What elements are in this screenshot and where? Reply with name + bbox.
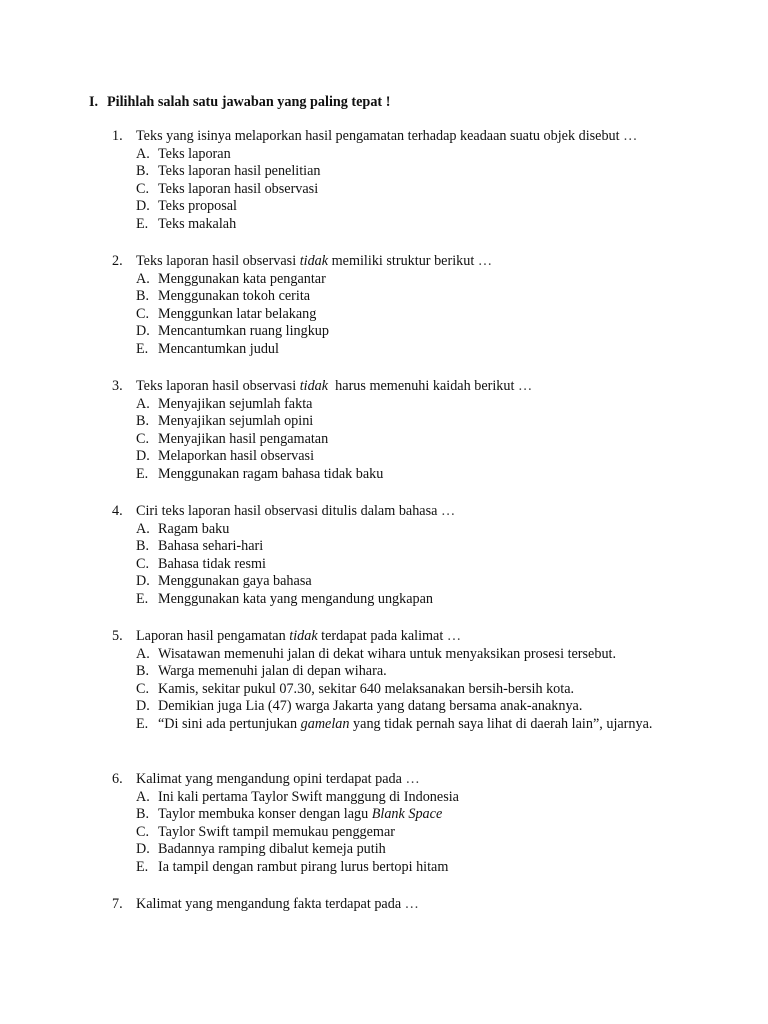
option-c [112,431,752,449]
option-text: Badannya ramping dibalut kemeja putih [158,841,386,858]
question-number: 5. [112,628,123,644]
option-a [112,646,752,664]
option-b [112,538,752,556]
option-text: Menyajikan sejumlah opini [158,413,314,430]
option-a [112,521,752,539]
option-letter: D. [136,573,150,590]
option-letter: D. [136,841,150,858]
question-text [136,378,532,396]
option-text: Taylor Swift tampil memukau penggemar [158,823,395,840]
question-number: 1. [112,128,123,144]
question-number: 4. [112,503,123,519]
question-number: 3. [112,378,123,394]
option-b [112,806,752,824]
option-c [112,681,752,699]
question-stem [112,378,752,396]
option-letter: C. [136,430,150,447]
option-d [112,323,752,341]
option-text: Menggunkan latar belakang [158,305,317,322]
stem-ellipsis: … [401,896,419,912]
option-letter: D. [136,448,150,465]
option-letter: D. [136,198,150,215]
option-letter: D. [136,698,150,715]
option-text-part: yang tidak pernah saya lihat di daerah lain”, ujarnya. [349,715,653,732]
option-text: Teks laporan [158,145,231,162]
stem-ellipsis: … [619,128,638,144]
question-1 [112,128,752,234]
option-letter: E. [136,340,149,357]
option-letter: C. [136,555,150,572]
option-letter: A. [136,270,150,287]
option-a [112,789,752,807]
option-letter: A. [136,520,150,537]
option-letter: C. [136,680,150,697]
question-stem [112,128,752,146]
option-text: Menggunakan tokoh cerita [158,288,311,305]
option-b [112,163,752,181]
option-c [112,306,752,324]
question-stem [112,896,752,914]
option-b [112,288,752,306]
option-letter: E. [136,215,149,232]
stem-emphasis: tidak [299,378,329,394]
section-number: I. [89,94,99,110]
option-text: Teks makalah [158,215,237,232]
question-7 [112,896,752,914]
option-text: Demikian juga Lia (47) warga Jakarta yang datang bersama anak-anaknya. [158,698,583,715]
option-letter: E. [136,715,149,732]
option-e [112,591,752,609]
option-letter: A. [136,788,150,805]
stem-text: Teks laporan hasil observasi [136,378,300,394]
option-letter: B. [136,538,150,555]
question-text [136,771,420,789]
stem-emphasis: tidak [299,253,329,269]
stem-ellipsis: … [401,771,420,787]
answer-options [112,646,752,734]
option-text: Mencantumkan ruang lingkup [158,323,329,340]
option-letter: E. [136,590,149,607]
option-text: Warga memenuhi jalan di depan wihara. [158,663,387,680]
option-letter: A. [136,145,150,162]
option-e [112,216,752,234]
option-letter: B. [136,806,150,823]
option-letter: A. [136,395,150,412]
option-d [112,573,752,591]
option-text: Kamis, sekitar pukul 07.30, sekitar 640 melaksanakan bersih-bersih kota. [158,680,575,697]
stem-text: Teks laporan hasil observasi [136,253,300,269]
option-a [112,271,752,289]
question-text [136,253,492,271]
option-c [112,181,752,199]
question-number: 6. [112,771,123,787]
question-3 [112,378,752,484]
option-text: Ini kali pertama Taylor Swift manggung di Indonesia [158,788,459,805]
option-text: Teks laporan hasil penelitian [158,163,321,180]
option-text: Menggunakan kata pengantar [158,270,326,287]
option-text: Mencantumkan judul [158,340,279,357]
option-text: Bahasa sehari-hari [158,538,264,555]
section-heading [89,94,390,112]
stem-text: Laporan hasil pengamatan [136,628,290,644]
option-text: Melaporkan hasil observasi [158,448,315,465]
option-text: Ia tampil dengan rambut pirang lurus bertopi hitam [158,858,449,875]
option-letter: C. [136,305,150,322]
question-stem [112,253,752,271]
option-text: Menyajikan hasil pengamatan [158,430,329,447]
option-d [112,698,752,716]
option-letter: E. [136,858,149,875]
option-text: Bahasa tidak resmi [158,555,266,572]
question-text [136,628,461,646]
answer-options [112,146,752,234]
stem-emphasis: tidak [289,628,318,644]
question-5 [112,628,752,734]
option-letter: D. [136,323,150,340]
option-letter: B. [136,413,150,430]
option-text [158,806,752,824]
option-text-part: Taylor membuka konser dengan lagu [158,806,372,823]
option-a [112,146,752,164]
question-text [136,503,455,521]
question-stem [112,628,752,646]
question-number: 7. [112,896,123,912]
question-text [136,128,637,146]
option-text: Teks proposal [158,198,237,215]
option-letter: B. [136,163,150,180]
option-text: Teks laporan hasil observasi [158,180,319,197]
stem-text: memiliki struktur berikut [328,253,475,269]
answer-options [112,789,752,877]
section-instruction: Pilihlah salah satu jawaban yang paling tepat ! [107,94,391,110]
option-text [158,716,658,734]
option-letter: B. [136,663,150,680]
option-b [112,663,752,681]
option-e [112,341,752,359]
question-text [136,896,419,914]
stem-ellipsis: … [437,503,456,519]
option-letter: B. [136,288,150,305]
stem-text: Ciri teks laporan hasil observasi ditulis dalam bahasa [136,503,438,519]
question-stem [112,503,752,521]
option-emphasis: Blank Space [371,806,443,823]
option-emphasis: gamelan [300,715,350,732]
option-text: Ragam baku [158,520,230,537]
stem-text: Teks yang isinya melaporkan hasil pengamatan terhadap keadaan suatu objek disebut [136,128,620,144]
stem-ellipsis: … [443,628,462,644]
option-text-part: “Di sini ada pertunjukan [158,715,301,732]
option-b [112,413,752,431]
stem-ellipsis: … [474,253,493,269]
stem-text: Kalimat yang mengandung opini terdapat pada [136,771,402,787]
answer-options [112,396,752,484]
option-a [112,396,752,414]
option-d [112,198,752,216]
question-stem [112,771,752,789]
option-letter: C. [136,823,150,840]
question-4 [112,503,752,609]
stem-text: Kalimat yang mengandung fakta terdapat pada [136,896,402,912]
question-6 [112,771,752,877]
stem-text: harus memenuhi kaidah berikut [328,378,515,394]
option-e [112,859,752,877]
option-letter: E. [136,465,149,482]
option-text: Menggunakan kata yang mengandung ungkapan [158,590,434,607]
option-text: Menyajikan sejumlah fakta [158,395,313,412]
option-text: Menggunakan ragam bahasa tidak baku [158,465,384,482]
option-letter: C. [136,180,150,197]
answer-options [112,521,752,609]
option-letter: A. [136,645,150,662]
stem-ellipsis: … [514,378,533,394]
question-2 [112,253,752,359]
option-d [112,448,752,466]
option-c [112,556,752,574]
stem-text: terdapat pada kalimat [317,628,444,644]
option-e [112,716,752,734]
option-d [112,841,752,859]
option-text: Menggunakan gaya bahasa [158,573,312,590]
option-text: Wisatawan memenuhi jalan di dekat wihara untuk menyaksikan prosesi tersebut. [158,645,617,662]
answer-options [112,271,752,359]
question-number: 2. [112,253,123,269]
option-c [112,824,752,842]
option-e [112,466,752,484]
